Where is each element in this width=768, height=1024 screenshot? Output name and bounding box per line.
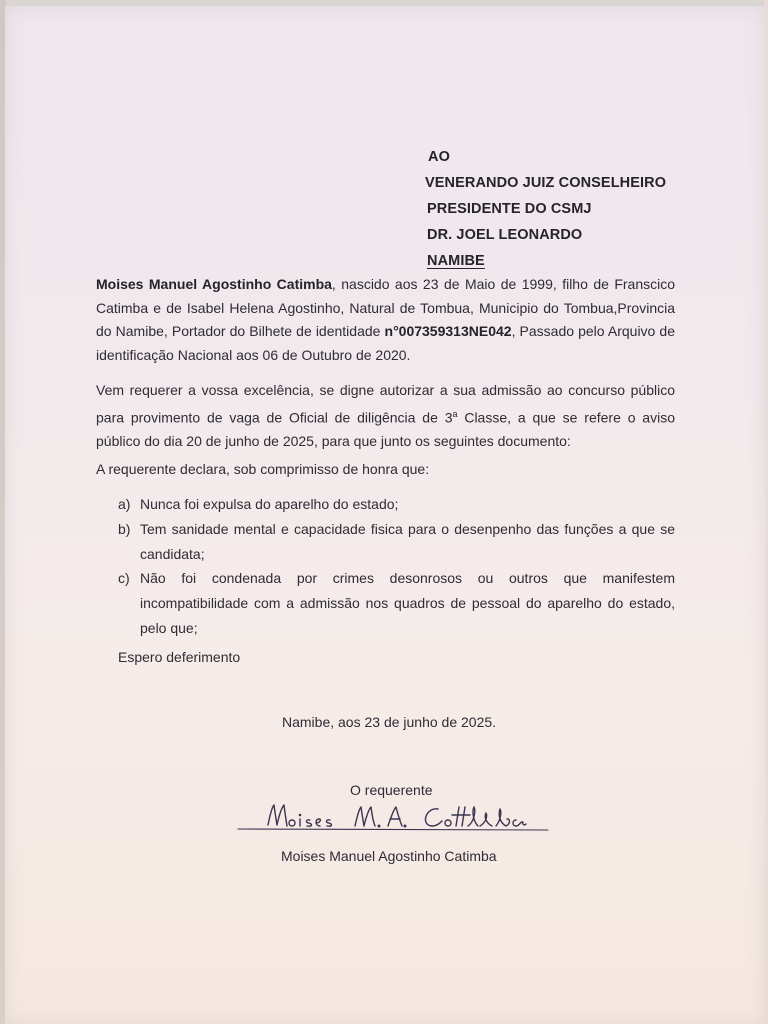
request-paragraph [96, 379, 675, 453]
request-text-a: Vem requerer a vossa excelência, se digne autorizar a sua admissão ao concurso público para provimento de vaga de Oficial de diligência de 3 [96, 382, 675, 426]
request-text-b: Classe, a que se refere o aviso público do dia 20 de junho de 2025, para que junto os seguintes documento: [96, 409, 675, 449]
declaration-item-text: Não foi condenada por crimes desonrosos ou outros que manifestem incompatibilidade com a admissão nos quadros de pessoal do aparelho do estado, pelo que; [140, 570, 675, 636]
addressee-line-judge: VENERANDO JUIZ CONSELHEIRO [425, 175, 667, 191]
handwritten-signature [230, 795, 560, 837]
declaration-intro: A requerente declara, sob comprimisso de honra que: [96, 461, 430, 477]
addressee-line-ao: AO [428, 149, 450, 165]
applicant-name: Moises Manuel Agostinho Catimba [96, 276, 332, 292]
declaration-item-text: Nunca foi expulsa do aparelho do estado; [140, 496, 399, 512]
declaration-item-marker: a) [118, 496, 131, 512]
declaration-item [118, 517, 675, 567]
declaration-item-marker: b) [118, 521, 131, 537]
declaration-item [118, 566, 675, 641]
addressee-line-name: DR. JOEL LEONARDO [427, 227, 583, 243]
intro-text-a: , nascido aos 23 de Maio de 1999, filho de Franscico Catimba e de Isabel Helena Agostinho, Natural de Tombua, Municipio do Tombua,Provincia do Namibe, Portador do Bilhete de identidade [96, 276, 676, 339]
intro-paragraph [96, 273, 675, 367]
request-superscript: a [452, 408, 458, 419]
id-number: n°007359313NE042 [384, 323, 512, 339]
place-date: Namibe, aos 23 de junho de 2025. [282, 714, 497, 730]
declaration-item-text: Tem sanidade mental e capacidade fisica para o desenpenho das funções a que se candidata; [140, 521, 675, 562]
declaration-item-marker: c) [118, 570, 130, 586]
declaration-item [118, 492, 675, 517]
addressee-line-president: PRESIDENTE DO CSMJ [427, 201, 592, 217]
signature-printed-name: Moises Manuel Agostinho Catimba [281, 848, 497, 864]
addressee-line-city: NAMIBE [427, 253, 485, 269]
signature-role: O requerente [350, 782, 433, 798]
intro-text-b: , Passado pelo Arquivo de identificação Nacional aos 06 de Outubro de 2020. [96, 323, 675, 363]
closing-text: Espero deferimento [118, 649, 241, 665]
